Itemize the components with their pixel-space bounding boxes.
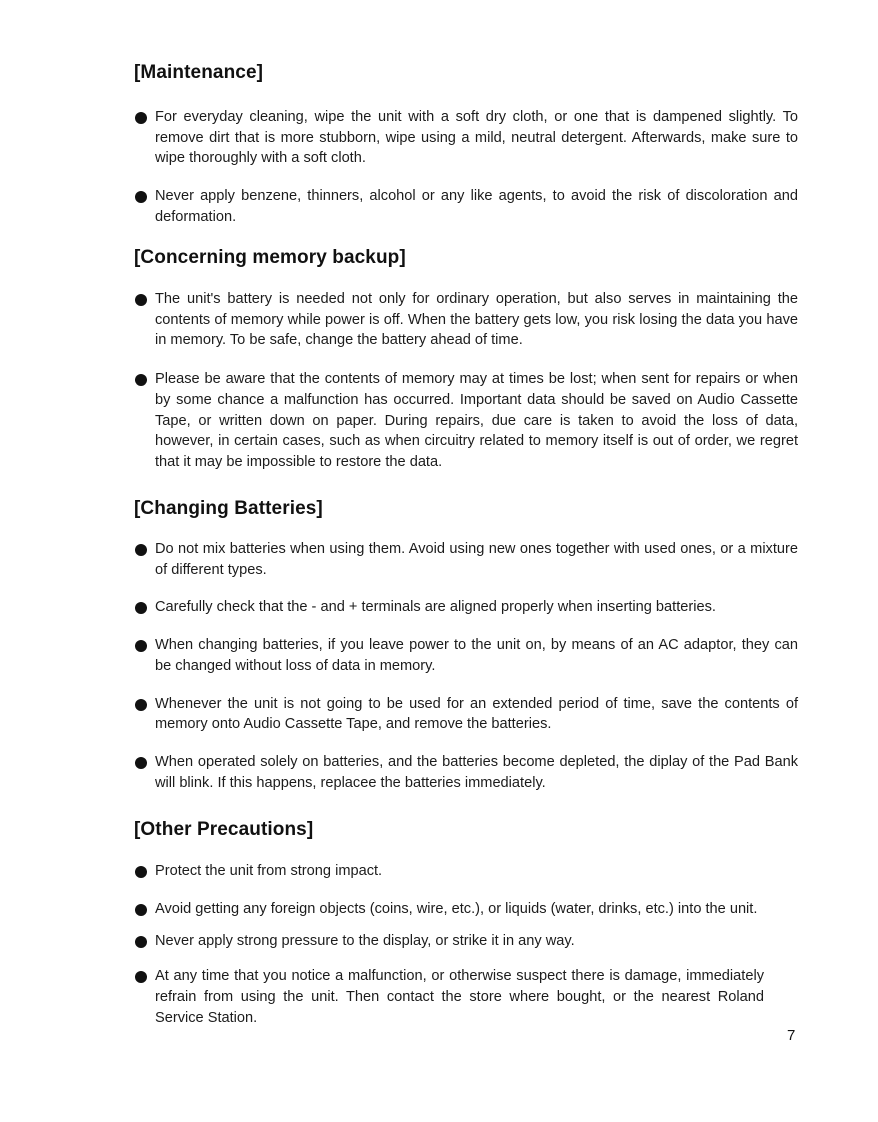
section-heading: [Maintenance] [134, 62, 264, 83]
list-item: Carefully check that the - and + terminals are aligned properly when inserting batteries. [134, 597, 798, 618]
bullet-list [134, 107, 798, 228]
list-item: When changing batteries, if you leave power to the unit on, by means of an AC adaptor, they can be changed without loss of data in memory. [134, 635, 798, 676]
page-number: 7 [787, 1027, 796, 1044]
list-item: Whenever the unit is not going to be used for an extended period of time, save the contents of memory onto Audio Cassette Tape, and remove the batteries. [134, 694, 798, 735]
section-changing-batteries [134, 497, 798, 793]
bullet-list [134, 861, 798, 1028]
list-item: Never apply strong pressure to the display, or strike it in any way. [134, 931, 798, 952]
section-memory-backup [134, 246, 798, 473]
list-item: Avoid getting any foreign objects (coins, wire, etc.), or liquids (water, drinks, etc.) into the unit. [134, 899, 798, 920]
list-item: The unit's battery is needed not only for ordinary operation, but also serves in maintaining the contents of memory while power is off. When the battery gets low, you risk losing the data you have in memory. To be safe, change the battery ahead of time. [134, 289, 798, 351]
list-item: Please be aware that the contents of memory may at times be lost; when sent for repairs or when by some chance a malfunction has occurred. Important data should be saved on Audio Cassette Tape, or written down on paper. During repairs, due care is taken to avoid the loss of data, however, in certain cases, such as when circuitry related to memory itself is out of order, we regret that it may be impossible to restore the data. [134, 369, 798, 473]
bullet-list [134, 289, 798, 473]
section-maintenance [134, 61, 798, 228]
list-item: Do not mix batteries when using them. Avoid using new ones together with used ones, or a mixture of different types. [134, 539, 798, 580]
section-heading: [Changing Batteries] [134, 498, 323, 519]
list-item: For everyday cleaning, wipe the unit with a soft dry cloth, or one that is dampened slightly. To remove dirt that is more stubborn, wipe using a mild, neutral detergent. Afterwards, make sure to wipe thoroughly with a soft cloth. [134, 107, 798, 169]
list-item: Never apply benzene, thinners, alcohol or any like agents, to avoid the risk of discoloration and deformation. [134, 186, 798, 227]
bullet-list [134, 539, 798, 793]
section-other-precautions [134, 818, 798, 1028]
list-item: When operated solely on batteries, and the batteries become depleted, the diplay of the Pad Bank will blink. If this happens, replacee the batteries immediately. [134, 752, 798, 793]
list-item: Protect the unit from strong impact. [134, 861, 798, 882]
section-heading: [Concerning memory backup] [134, 247, 406, 268]
list-item: At any time that you notice a malfunction, or otherwise suspect there is damage, immediately refrain from using the unit. Then contact the store where bought, or the nearest Roland Service Station. [134, 966, 798, 1028]
section-heading: [Other Precautions] [134, 819, 314, 840]
